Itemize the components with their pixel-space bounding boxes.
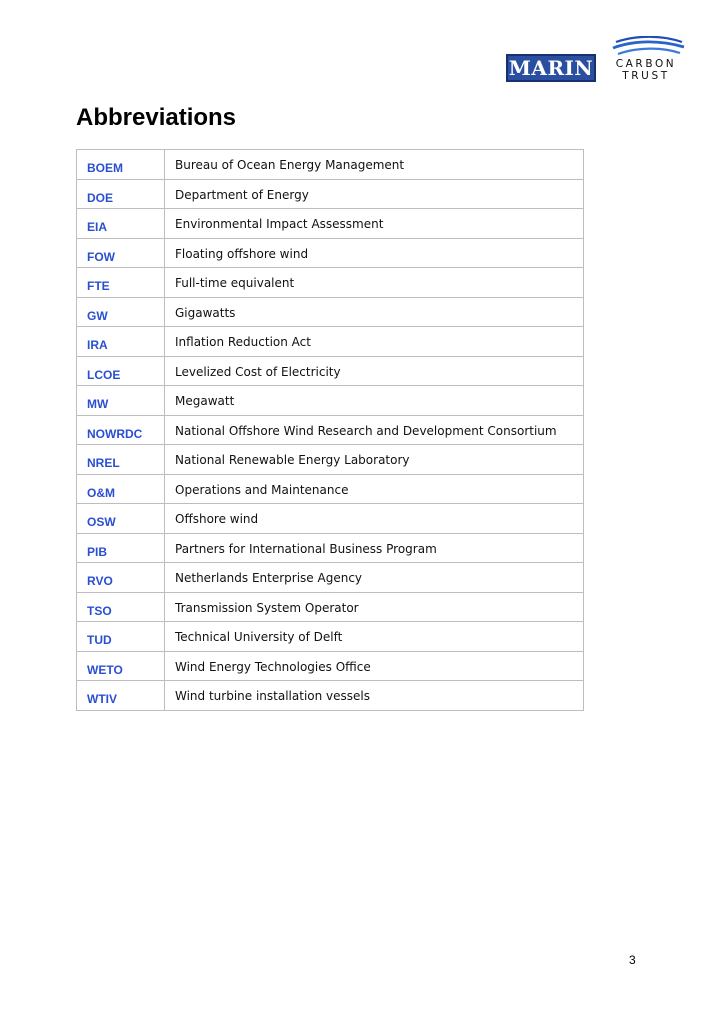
abbreviation-row <box>77 209 584 239</box>
abbreviation-definition: Gigawatts <box>165 297 584 327</box>
abbreviation-row <box>77 415 584 445</box>
abbreviation-row <box>77 504 584 534</box>
abbreviation-definition: Offshore wind <box>165 504 584 534</box>
abbreviation-definition: Technical University of Delft <box>165 622 584 652</box>
abbreviation-term: BOEM <box>77 150 165 180</box>
abbreviation-definition: Department of Energy <box>165 179 584 209</box>
abbreviation-term: WTIV <box>77 681 165 711</box>
abbreviation-row <box>77 327 584 357</box>
abbreviation-definition: National Renewable Energy Laboratory <box>165 445 584 475</box>
abbreviation-row <box>77 651 584 681</box>
abbreviation-definition: Netherlands Enterprise Agency <box>165 563 584 593</box>
abbreviation-term: EIA <box>77 209 165 239</box>
carbon-trust-line1: CARBON <box>615 58 677 70</box>
carbon-trust-wordmark <box>608 58 684 82</box>
abbreviation-term: OSW <box>77 504 165 534</box>
page-title: Abbreviations <box>76 104 237 131</box>
abbreviation-row <box>77 592 584 622</box>
abbreviation-term: TSO <box>77 592 165 622</box>
abbreviation-definition: Transmission System Operator <box>165 592 584 622</box>
carbon-trust-line2: TRUST <box>622 70 670 82</box>
abbreviation-definition: Inflation Reduction Act <box>165 327 584 357</box>
abbreviation-row <box>77 297 584 327</box>
abbreviation-definition: Bureau of Ocean Energy Management <box>165 150 584 180</box>
abbreviation-row <box>77 238 584 268</box>
abbreviation-definition: Levelized Cost of Electricity <box>165 356 584 386</box>
abbreviation-definition: Wind turbine installation vessels <box>165 681 584 711</box>
abbreviation-term: MW <box>77 386 165 416</box>
abbreviation-term: RVO <box>77 563 165 593</box>
abbreviation-definition: Environmental Impact Assessment <box>165 209 584 239</box>
abbreviation-row <box>77 356 584 386</box>
abbreviation-definition: Full-time equivalent <box>165 268 584 298</box>
abbreviation-row <box>77 179 584 209</box>
abbreviation-definition: Partners for International Business Program <box>165 533 584 563</box>
abbreviation-definition: Operations and Maintenance <box>165 474 584 504</box>
abbreviation-definition: Megawatt <box>165 386 584 416</box>
abbreviation-row <box>77 563 584 593</box>
abbreviation-row <box>77 622 584 652</box>
abbreviation-term: DOE <box>77 179 165 209</box>
abbreviation-row <box>77 445 584 475</box>
abbreviation-row <box>77 681 584 711</box>
abbreviation-term: O&M <box>77 474 165 504</box>
abbreviation-term: GW <box>77 297 165 327</box>
abbreviation-row <box>77 386 584 416</box>
abbreviation-term: LCOE <box>77 356 165 386</box>
abbreviation-term: NOWRDC <box>77 415 165 445</box>
abbreviations-table <box>76 149 584 711</box>
abbreviation-term: FOW <box>77 238 165 268</box>
page-number: 3 <box>629 953 636 967</box>
abbreviation-row <box>77 268 584 298</box>
abbreviation-row <box>77 150 584 180</box>
header-logos <box>506 36 686 86</box>
carbon-trust-logo <box>608 36 686 86</box>
abbreviation-definition: Wind Energy Technologies Office <box>165 651 584 681</box>
abbreviation-term: FTE <box>77 268 165 298</box>
abbreviation-term: WETO <box>77 651 165 681</box>
abbreviation-term: IRA <box>77 327 165 357</box>
marin-logo: MARIN <box>506 54 596 82</box>
abbreviations-table-body <box>77 150 584 711</box>
carbon-trust-swoosh-icon <box>610 36 686 58</box>
abbreviation-term: NREL <box>77 445 165 475</box>
abbreviation-row <box>77 533 584 563</box>
abbreviation-term: PIB <box>77 533 165 563</box>
abbreviation-definition: Floating offshore wind <box>165 238 584 268</box>
abbreviation-row <box>77 474 584 504</box>
abbreviation-definition: National Offshore Wind Research and Development Consortium <box>165 415 584 445</box>
abbreviation-term: TUD <box>77 622 165 652</box>
